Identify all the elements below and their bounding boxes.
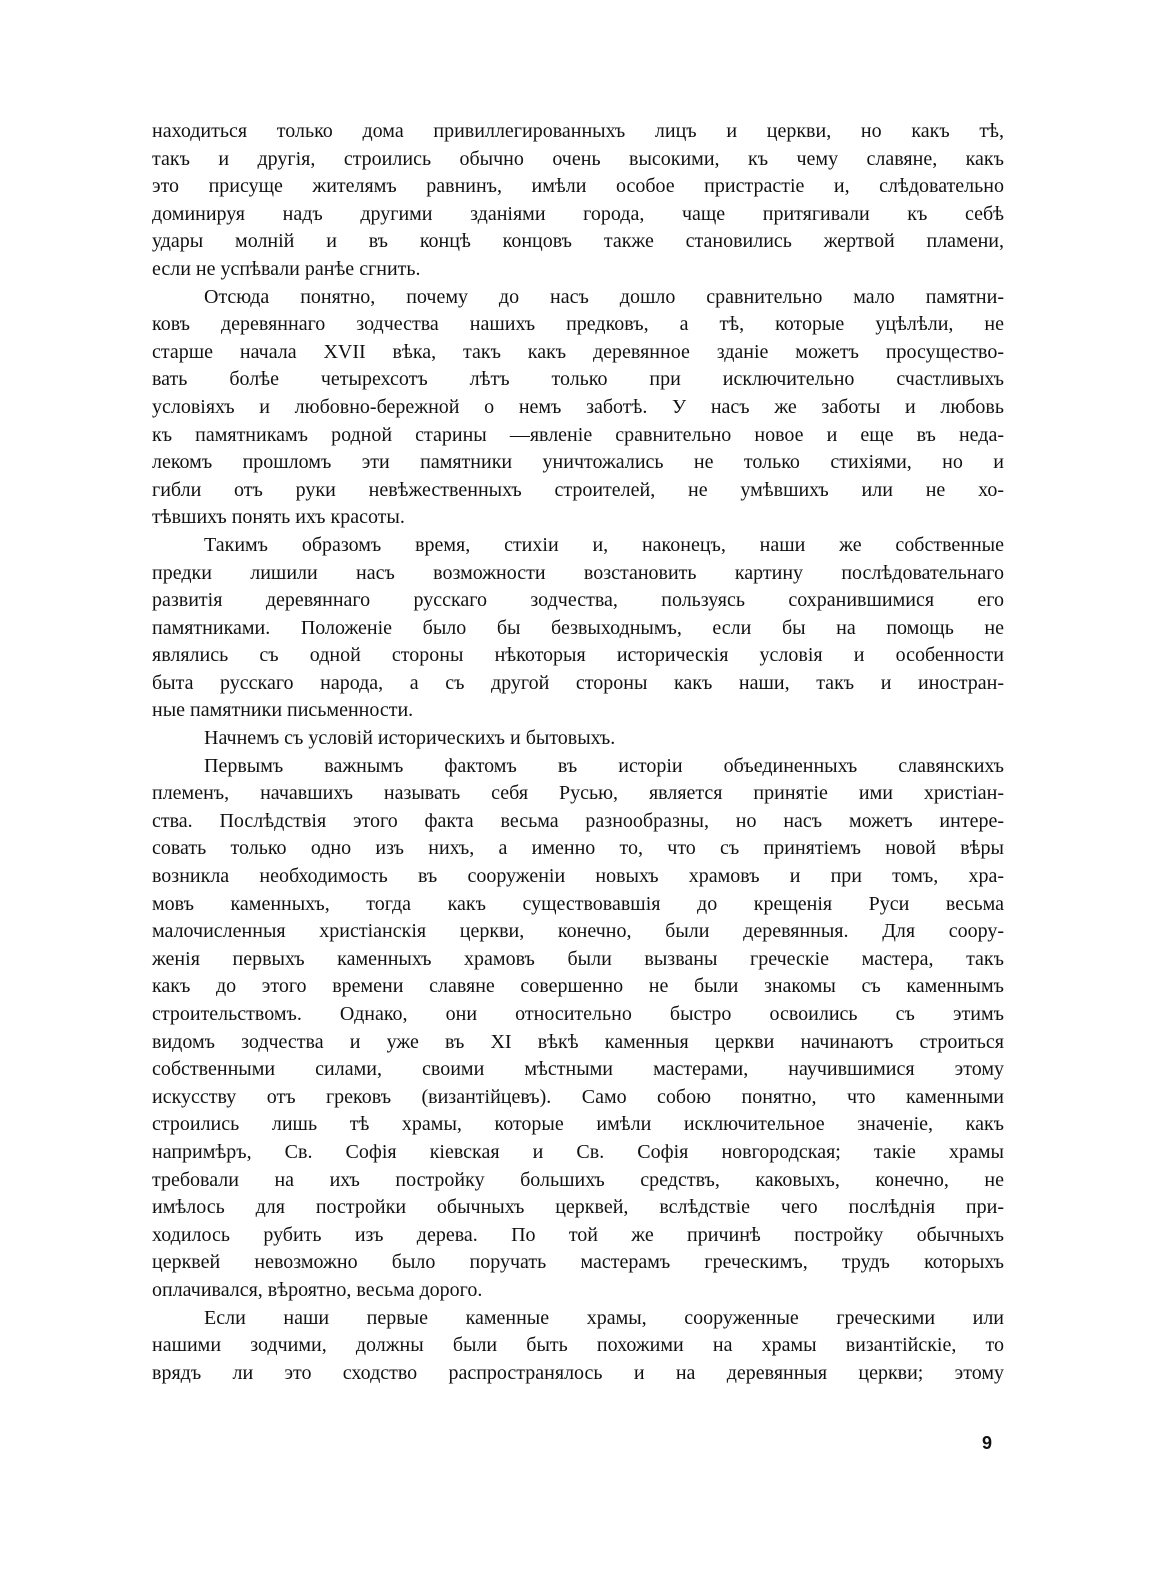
text-line: тѣвшихъ понять ихъ красоты. [152,506,405,529]
text-line: Если наши первые каменные храмы, сооруженные греческими или [204,1306,1004,1329]
text-line: быта русскаго народа, а съ другой стороны какъ наши, такъ и иностран- [152,671,1004,694]
text-line: это присуще жителямъ равнинъ, имѣли особое пристрастіе и, слѣдовательно [152,175,1004,198]
text-line: церквей невозможно было поручать мастерамъ греческимъ, трудъ которыхъ [152,1251,1004,1274]
text-line: требовали на ихъ постройку большихъ средствъ, каковыхъ, конечно, не [152,1168,1004,1191]
text-line: ства. Послѣдствія этого факта весьма разнообразны, но насъ можетъ интере- [152,809,1004,832]
text-line: напримѣръ, Св. Софія кіевская и Св. Софія новгородская; такіе храмы [152,1140,1004,1163]
text-line: ходилось рубить изъ дерева. По той же причинѣ постройку обычныхъ [152,1223,1004,1246]
text-line: лекомъ прошломъ эти памятники уничтожались не только стихіями, но и [152,451,1004,474]
text-line: нашими зодчими, должны были быть похожими на храмы византійскіе, то [152,1334,1004,1357]
text-line: мовъ каменныхъ, тогда какъ существовавшія до крещенія Руси весьма [152,892,1004,915]
text-line: врядъ ли это сходство распространялось и на деревянныя церкви; этому [152,1361,1004,1384]
text-line: оплачивался, вѣроятно, весьма дорого. [152,1278,483,1301]
text-line: Отсюда понятно, почему до насъ дошло сравнительно мало памятни- [204,285,1004,308]
text-line: собственными силами, своими мѣстными мастерами, научившимися этому [152,1058,1004,1081]
text-line: Первымъ важнымъ фактомъ въ исторіи объединенныхъ славянскихъ [204,754,1004,777]
text-line: малочисленныя христіанскія церкви, конечно, были деревянныя. Для соору- [152,920,1004,943]
text-line: памятниками. Положеніе было бы безвыходнымъ, если бы на помощь не [152,616,1004,639]
text-line: старше начала XVII вѣка, такъ какъ деревянное зданіе можетъ просущество- [152,340,1004,363]
text-line: строились лишь тѣ храмы, которые имѣли исключительное значеніе, какъ [152,1113,1004,1136]
text-line: гибли отъ руки невѣжественныхъ строителей, не умѣвшихъ или не хо- [152,478,1004,501]
text-line: Такимъ образомъ время, стихіи и, наконецъ, наши же собственные [204,533,1004,556]
text-line: племенъ, начавшихъ называть себя Русью, является принятіе ими христіан- [152,782,1004,805]
text-line: такъ и другія, строились обычно очень высокими, къ чему славяне, какъ [152,147,1004,170]
text-line: предки лишили насъ возможности возстановить картину послѣдовательнаго [152,561,1004,584]
text-line: имѣлось для постройки обычныхъ церквей, вслѣдствіе чего послѣднія при- [152,1196,1004,1219]
text-line: строительствомъ. Однако, они относительно быстро освоились съ этимъ [152,1003,1004,1025]
text-line: Начнемъ съ условій историческихъ и бытовыхъ. [204,727,616,750]
text-line: доминируя надъ другими зданіями города, чаще притягивали къ себѣ [152,202,1004,225]
text-line: если не успѣвали ранѣе сгнить. [152,257,421,280]
page-number: 9 [982,1433,993,1453]
text-line: какъ до этого времени славяне совершенно не были знакомы съ каменнымъ [152,975,1004,998]
text-line: къ памятникамъ родной старины —явленіе сравнительно новое и еще въ неда- [152,423,1004,446]
text-line: видомъ зодчества и уже въ XI вѣкѣ каменныя церкви начинаютъ строиться [152,1030,1004,1053]
text-line: женія первыхъ каменныхъ храмовъ были вызваны греческіе мастера, такъ [152,947,1004,970]
text-line: развитія деревяннаго русскаго зодчества, пользуясь сохранившимися его [152,589,1004,612]
text-line: условіяхъ и любовно-бережной о немъ заботѣ. У насъ же заботы и любовь [152,395,1004,418]
text-line: находиться только дома привиллегированныхъ лицъ и церкви, но какъ тѣ, [152,120,1004,142]
text-line: ковъ деревяннаго зодчества нашихъ предковъ, а тѣ, которые уцѣлѣли, не [152,313,1004,336]
text-line: ные памятники письменности. [152,699,414,722]
body-text [152,118,1004,1387]
text-line: возникла необходимость въ сооруженіи новыхъ храмовъ и при томъ, хра- [152,865,1004,888]
text-line: совать только одно изъ нихъ, а именно то, что съ принятіемъ новой вѣры [152,837,1004,860]
text-line: являлись съ одной стороны нѣкоторыя историческія условія и особенности [152,644,1004,667]
text-line: вать болѣе четырехсотъ лѣтъ только при исключительно счастливыхъ [152,368,1004,391]
text-line: искусству отъ грековъ (византійцевъ). Само собою понятно, что каменными [152,1085,1004,1108]
text-line: удары молній и въ концѣ концовъ также становились жертвой пламени, [152,230,1004,253]
